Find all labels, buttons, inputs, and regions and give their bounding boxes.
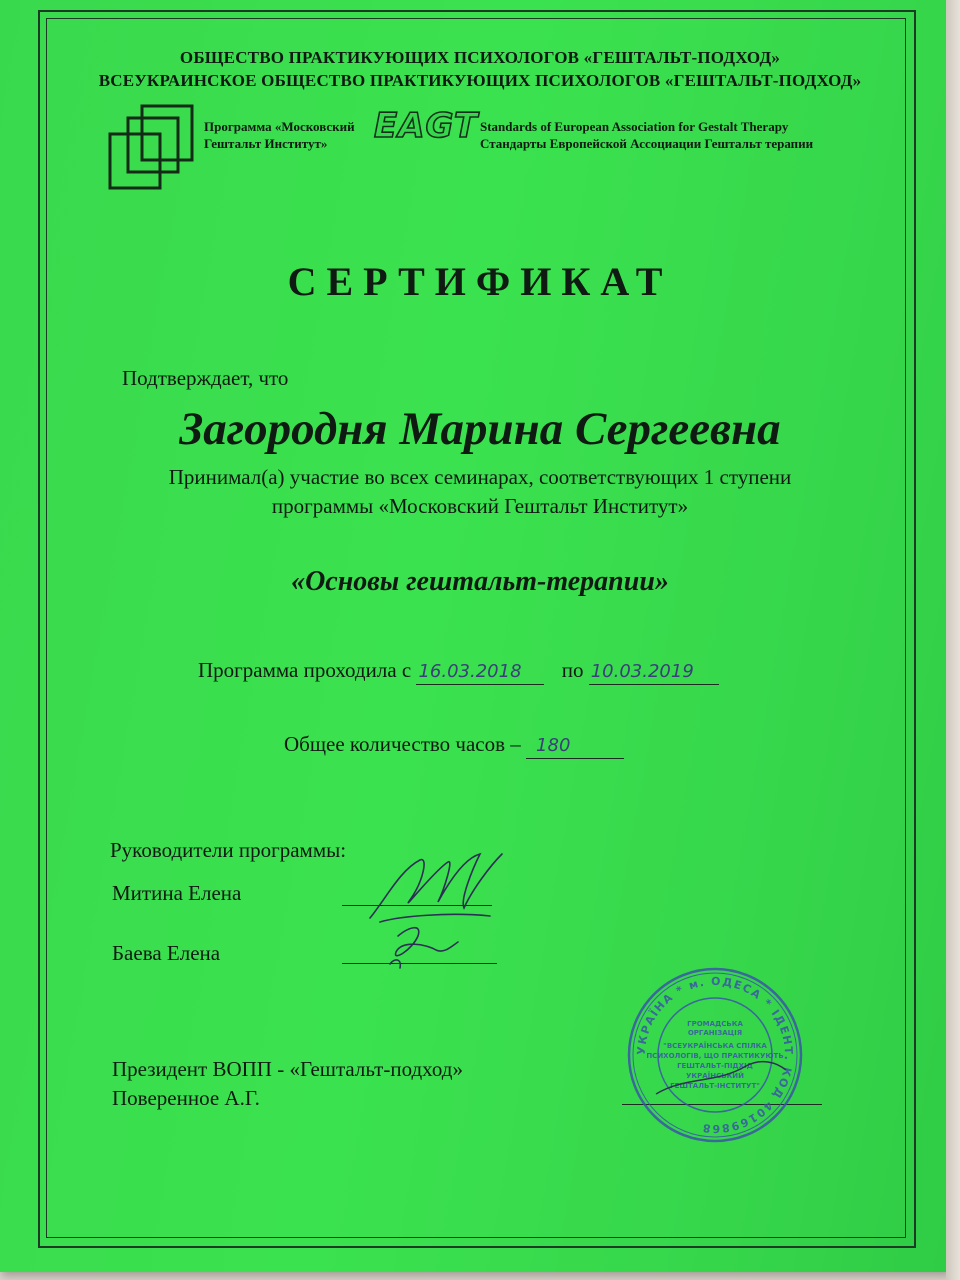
recipient-name: Загородня Марина Сергеевна	[179, 403, 781, 455]
certificate-title: СЕРТИФИКАТ	[287, 259, 673, 304]
hours-field	[526, 732, 624, 759]
stamp-line4: ПСИХОЛОГІВ, ЩО ПРАКТИКУЮТЬ	[646, 1052, 784, 1060]
leaders-signatures	[340, 840, 530, 980]
eagt-standards-label	[480, 118, 813, 152]
date-to-value: 10.03.2019	[590, 661, 694, 682]
leader1-name: Митина Елена	[112, 881, 242, 905]
hours-value: 180	[536, 735, 571, 756]
gestalt-institute-logo-icon	[108, 104, 194, 192]
standards-ru: Стандарты Европейской Ассоциации Гештальт терапии	[480, 136, 814, 151]
stamp-line1: ГРОМАДСЬКА	[687, 1020, 743, 1028]
stamp-line6: УКРАЇНСЬКИЙ	[685, 1072, 745, 1080]
attendance-line1: Принимал(а) участие во всех семинарах, соответствующих 1 ступени	[168, 465, 792, 489]
program-line1: Программа «Московский	[204, 119, 355, 134]
stamp-line2: ОРГАНІЗАЦІЯ	[687, 1029, 743, 1037]
org-title-line1: ОБЩЕСТВО ПРАКТИКУЮЩИХ ПСИХОЛОГОВ «ГЕШТАЛЬТ-ПОДХОД»	[179, 48, 781, 67]
date-to-field	[589, 658, 719, 685]
stamp-line7: ГЕШТАЛЬТ-ІНСТИТУТ"	[670, 1082, 760, 1090]
stamp-outer-text: УКРАЇНА * м. ОДЕСА * ІДЕНТ. КОД 40169868	[634, 974, 796, 1136]
confirms-text: Подтверждает, что	[122, 366, 289, 390]
standards-en: Standards of European Association for Gestalt Therapy	[480, 119, 789, 134]
leaders-label: Руководители программы:	[110, 838, 347, 862]
president-name: Поверенное А.Г.	[112, 1086, 260, 1110]
eagt-logo: EAGT	[374, 106, 479, 146]
dates-to-label: по	[561, 658, 584, 682]
program-line2: Гештальт Институт»	[204, 136, 328, 151]
organization-stamp	[626, 966, 804, 1144]
date-from-field	[416, 658, 544, 685]
program-mgi-label	[204, 118, 355, 152]
date-from-value: 16.03.2018	[418, 661, 522, 682]
hours-label: Общее количество часов –	[284, 732, 521, 756]
president-title: Президент ВОПП - «Гештальт-подход»	[112, 1057, 463, 1081]
stamp-line3: "ВСЕУКРАЇНСЬКА СПІЛКА	[663, 1042, 767, 1050]
attendance-line2: программы «Московский Гештальт Институт»	[271, 494, 689, 518]
leader2-name: Баева Елена	[112, 941, 221, 965]
org-title-line2: ВСЕУКРАИНСКОЕ ОБЩЕСТВО ПРАКТИКУЮЩИХ ПСИХОЛОГОВ «ГЕШТАЛЬТ-ПОДХОД»	[98, 71, 862, 90]
stamp-line5: ГЕШТАЛЬТ-ПІДХІД	[677, 1062, 753, 1070]
course-name: «Основы гештальт-терапии»	[291, 566, 669, 597]
background-edge	[946, 0, 960, 1280]
total-hours	[284, 732, 624, 759]
program-dates	[198, 658, 719, 685]
dates-label: Программа проходила с	[198, 658, 412, 682]
